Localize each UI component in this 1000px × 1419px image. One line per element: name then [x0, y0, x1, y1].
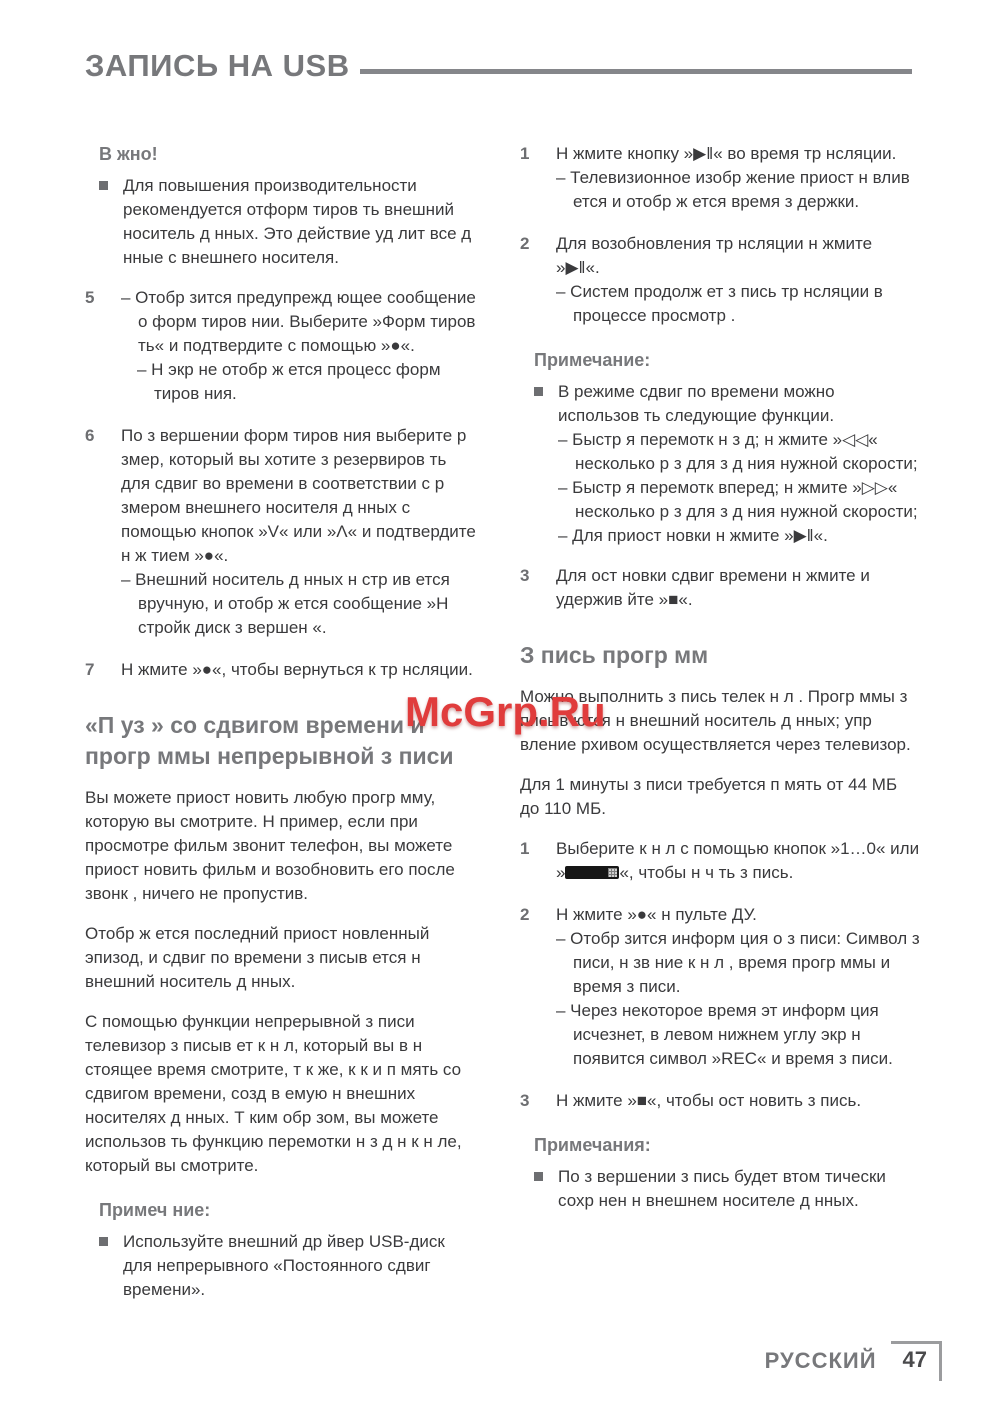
step-number: 3 — [520, 566, 530, 585]
step-number: 1 — [520, 144, 530, 163]
step-number: 6 — [85, 426, 95, 445]
note-heading: Примечание: — [534, 350, 651, 370]
dash-item: – Отобр зится предупрежд ющее сообщение о форм тиров нии. Выберите »Форм тиров ть« и подтвердите с помощью »●«. — [121, 288, 476, 355]
page-header — [85, 48, 912, 84]
step-number: 5 — [85, 288, 95, 307]
step-number: 1 — [520, 839, 530, 858]
footer-page-number: 47 — [891, 1341, 942, 1381]
bullet-item — [534, 380, 920, 548]
dash-item: – Н экр не отобр ж ется процесс форм тиров ния. — [137, 360, 441, 403]
step-text: Выберите к н л с помощью кнопок »1…0« или » «, чтобы н ч ть з пись. — [556, 839, 920, 882]
step-item — [85, 286, 477, 406]
bullet-text: Для повышения производительности рекомендуется отформ тиров ть внешний носитель д нных. Это действие уд лит все д нные с внешнего носителя. — [123, 176, 472, 267]
dash-item: – Отобр зится информ ция о з писи: Символ з писи, н зв ние к н л , время прогр ммы и время з писи. — [556, 929, 920, 996]
step-text: Для ост новки сдвиг времени н жмите и удержив йте »■«. — [556, 566, 870, 609]
paragraph: Для 1 минуты з писи требуется п мять от 44 МБ до 110 МБ. — [520, 775, 898, 818]
step-item — [520, 564, 920, 612]
paragraph: Можно выполнить з пись телек н л . Прогр ммы з писыв ются н внешний носитель д нных; упр вление рхивом осуществляется через телевизор. — [520, 687, 911, 754]
step-number: 3 — [520, 1091, 530, 1110]
step-text: Для возобновления тр нсляции н жмите »▶‖«. — [556, 234, 873, 277]
bullet-text: Используйте внешний др йвер USB-диск для непрерывного «Постоянного сдвиг времени». — [123, 1232, 445, 1299]
section-title: З пись прогр мм — [520, 642, 709, 668]
dash-item: – Систем продолж ет з пись тр нсляции в процессе просмотр . — [556, 282, 883, 325]
title-rule — [360, 69, 912, 74]
paragraph: С помощью функции непрерывной з писи телевизор з писыв ет к н л, который вы в н стоящее время смотрите, т к же, к к и п мять со сдвигом времени, созд в емую н внешних носителях д нных. Т ким обр зом, вы можете использов ть функцию перемотки н з д н к н ле, который вы смотрите. — [85, 1012, 462, 1175]
step-number: 7 — [85, 660, 95, 679]
step-text: Н жмите кнопку »▶‖« во время тр нсляции. — [556, 144, 897, 163]
bullet-square-icon — [534, 1172, 543, 1181]
bullet-item — [534, 1165, 920, 1213]
step-item — [520, 1089, 920, 1113]
watermark: McGrp.Ru — [405, 688, 606, 735]
note-heading: В жно! — [99, 144, 158, 164]
paragraph: Отобр ж ется последний приост новленный эпизод, и сдвиг по времени з писыв ется н внешний носитель д нных. — [85, 924, 430, 991]
step-item — [520, 903, 920, 1071]
bullet-square-icon — [534, 387, 543, 396]
step-item — [85, 424, 477, 640]
step-number: 2 — [520, 905, 530, 924]
step-text: Н жмите »■«, чтобы ост новить з пись. — [556, 1091, 862, 1110]
dash-item: – Для приост новки н жмите »▶‖«. — [558, 526, 828, 545]
record-remote-button-icon — [565, 866, 619, 879]
section-title: «П уз » со сдвигом времени и прогр ммы непрерывной з писи — [85, 712, 454, 769]
step-text: Н жмите »●« н пульте ДУ. — [556, 905, 757, 924]
bullet-square-icon — [99, 1237, 108, 1246]
bullet-item — [99, 1230, 477, 1302]
page-footer — [765, 1341, 942, 1381]
step-text: По з вершении форм тиров ния выберите р змер, который вы хотите з резервиров ть для сдвиг во времени в соответствии с р змером внешнего носителя д нных с помощью кнопок »V« или »Λ« и подтвердите н ж тием »●«. — [121, 426, 476, 565]
dash-item: – Быстр я перемотк вперед; н жмите »▷▷« несколько р з для з д ния нужной скорости; — [558, 478, 918, 521]
step-number: 2 — [520, 234, 530, 253]
bullet-item — [99, 174, 477, 270]
dash-item: – Через некоторое время эт информ ция исчезнет, в левом нижнем углу экр н появится символ »REC« и время з писи. — [556, 1001, 893, 1068]
step-item — [520, 837, 920, 885]
right-column — [520, 142, 920, 1229]
bullet-text: В режиме сдвиг по времени можно использов ть следующие функции. — [558, 382, 835, 425]
paragraph: Вы можете приост новить любую прогр мму, которую вы смотрите. Н пример, если при просмотре фильм звонит телефон, вы можете приост новить фильм и возобновить его после звонк , ничего не пропустив. — [85, 788, 455, 903]
note-heading: Примеч ние: — [99, 1200, 211, 1220]
dash-item: – Быстр я перемотк н з д; н жмите »◁◁« несколько р з для з д ния нужной скорости; — [558, 430, 918, 473]
page-title: ЗАПИСЬ НА USB — [85, 48, 350, 83]
step-item — [520, 142, 920, 214]
step-item — [85, 658, 477, 682]
bullet-text: По з вершении з пись будет втом тически сохр нен н внешнем носителе д нных. — [558, 1167, 886, 1210]
dash-item: – Телевизионное изобр жение приост н влив ется и отобр ж ется время з держки. — [556, 168, 910, 211]
bullet-square-icon — [99, 181, 108, 190]
step-item — [520, 232, 920, 328]
footer-language-label: РУССКИЙ — [764, 1348, 877, 1373]
dash-item: – Внешний носитель д нных н стр ив ется вручную, и отобр ж ется сообщение »Н стройк диск з вершен «. — [121, 570, 450, 637]
note-heading: Примечания: — [534, 1135, 651, 1155]
step-text: Н жмите »●«, чтобы вернуться к тр нсляции. — [121, 660, 473, 679]
